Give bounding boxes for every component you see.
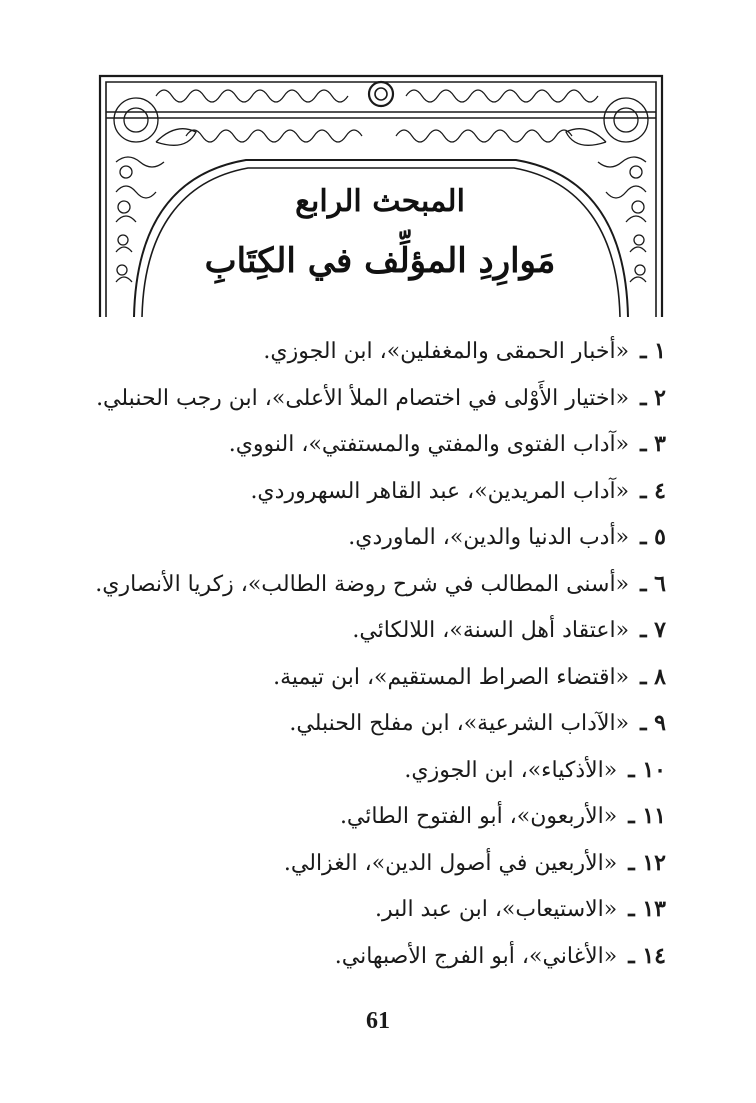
list-item: ٨ ـ «اقتضاء الصراط المستقيم»، ابن تيمية. [273, 663, 666, 690]
list-item: ٤ ـ «آداب المريدين»، عبد القاهر السهروردي. [250, 477, 666, 504]
list-item: ١ ـ «أخبار الحمقى والمغفلين»، ابن الجوزي. [263, 338, 666, 364]
chapter-heading [190, 180, 570, 290]
list-item: ٦ ـ «أسنى المطالب في شرح روضة الطالب»، زكريا الأنصاري. [95, 570, 666, 597]
list-item: ١٣ ـ «الاستيعاب»، ابن عبد البر. [374, 896, 666, 922]
list-item: ٧ ـ «اعتقاد أهل السنة»، اللالكائي. [352, 617, 666, 643]
list-item: ١٤ ـ «الأغاني»، أبو الفرج الأصبهاني. [334, 942, 666, 969]
list-item: ٩ ـ «الآداب الشرعية»، ابن مفلح الحنبلي. [289, 710, 666, 736]
section-label: المبحث الرابع [295, 184, 465, 219]
list-item: ٢ ـ «اختيار الأَوْلى في اختصام الملأ الأعلى»، ابن رجب الحنبلي. [96, 384, 666, 411]
list-item: ١٠ ـ «الأذكياء»، ابن الجوزي. [404, 756, 666, 783]
list-item: ١٢ ـ «الأربعين في أصول الدين»، الغزالي. [283, 849, 666, 876]
sources-list [56, 328, 666, 979]
list-item: ٥ ـ «أدب الدنيا والدين»، الماوردي. [348, 524, 666, 550]
chapter-title: مَوارِدِ المؤلِّف في الكِتَابِ [204, 241, 556, 281]
page-number: 61 [366, 1008, 390, 1034]
list-item: ١١ ـ «الأربعون»، أبو الفتوح الطائي. [339, 803, 666, 829]
list-item: ٣ ـ «آداب الفتوى والمفتي والمستفتي»، النووي. [228, 431, 666, 457]
